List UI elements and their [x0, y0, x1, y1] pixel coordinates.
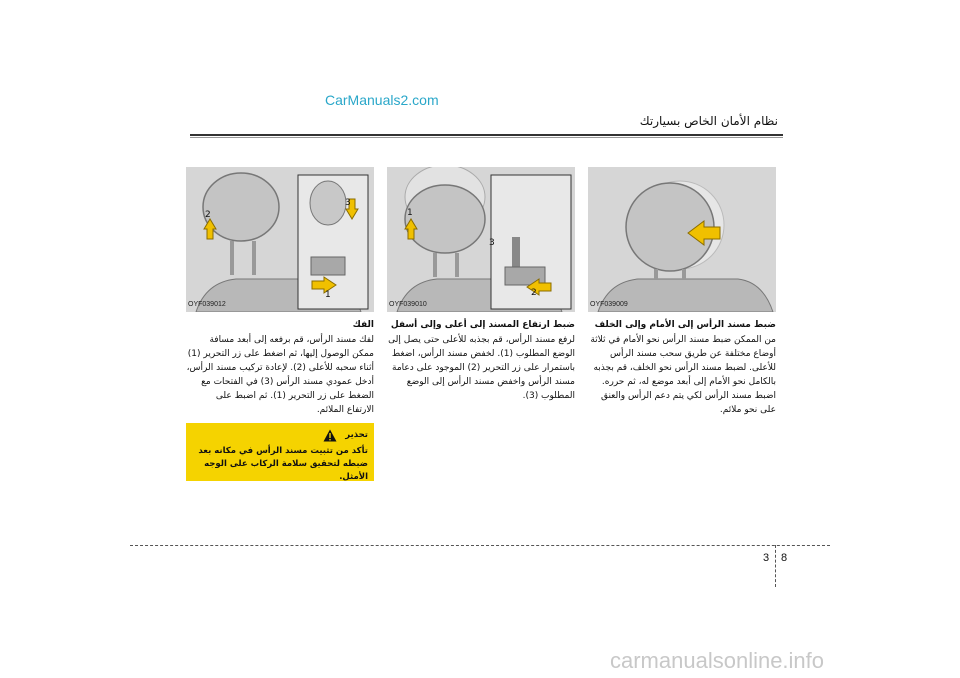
footer-divider	[775, 545, 776, 587]
column-forward-back	[588, 318, 776, 417]
figure-headrest-height	[387, 167, 575, 312]
body-height: لرفع مسند الرأس، قم بجذبه للأعلى حتى يصل إلى الوضع المطلوب (1). لخفض مسند الرأس، اضغط باستمرار على زر التحرير (2) الموجود على دعامة مسند الرأس واخفض مسند الرأس إلى الوضع المطلوب (3).	[388, 335, 575, 401]
watermark-top: CarManuals2.com	[325, 92, 439, 108]
heading-forward-back: ضبط مسند الرأس إلى الأمام وإلى الخلف	[594, 320, 776, 330]
callout-2-1: 1	[407, 208, 413, 218]
warning-header	[192, 429, 368, 442]
callout-2-2: 2	[531, 288, 537, 298]
body-forward-back: من الممكن ضبط مسند الرأس نحو الأمام في ثلاثة أوضاع مختلفة عن طريق سحب مسند الرأس للأعلى. لضبط مسند الرأس نحو الخلف، قم بجذبه بالكامل نحو الأمام إلى أبعد موضع له، ثم حرره. اضبط مسند الرأس لكي يتم دعم الرأس والعنق على نحو ملائم.	[590, 335, 776, 415]
warning-title: تحذير	[345, 430, 368, 440]
heading-removal: الفك	[352, 320, 374, 330]
heading-height: ضبط ارتفاع المسند إلى أعلى وإلى أسفل	[390, 320, 575, 330]
figure-code: OYF039010	[389, 301, 427, 308]
footer-rule	[130, 545, 830, 546]
watermark-bottom: carmanualsonline.info	[610, 648, 825, 673]
figure-code: OYF039012	[188, 301, 226, 308]
figure-headrest-forward	[588, 167, 776, 312]
page-section: 3	[763, 552, 770, 564]
title-rule	[190, 134, 783, 136]
headrest-height-illustration	[387, 167, 575, 312]
callout-1-2: 2	[205, 210, 211, 220]
column-height	[387, 318, 575, 403]
callout-2-3: 3	[489, 238, 495, 248]
title-rule-thin	[190, 137, 783, 138]
headrest-removal-illustration	[186, 167, 374, 312]
warning-body: تأكد من تثبيت مسند الرأس في مكانه بعد ضبطه لتحقيق سلامة الركاب على الوجه الأمثل.	[198, 446, 368, 482]
warning-triangle-icon	[323, 429, 337, 442]
figure-code: OYF039009	[590, 301, 628, 308]
body-removal: لفك مسند الرأس، قم برفعه إلى أبعد مسافة ممكن الوصول إليها، ثم اضغط على زر التحرير (1) أثناء سحبه للأعلى (2). لإعادة تركيب مسند الرأس، أدخل عمودي مسند الرأس (3) في الفتحات مع الضغط على زر التحرير (1). ثم اضبط على الارتفاع الملائم.	[186, 335, 374, 415]
page-number: 8	[781, 552, 788, 564]
callout-1-1: 1	[325, 290, 331, 300]
headrest-forward-illustration	[588, 167, 776, 312]
column-removal	[186, 318, 374, 417]
section-title: نظام الأمان الخاص بسيارتك	[639, 114, 778, 128]
warning-box	[186, 423, 374, 481]
figure-headrest-removal	[186, 167, 374, 312]
callout-1-3: 3	[345, 198, 351, 208]
